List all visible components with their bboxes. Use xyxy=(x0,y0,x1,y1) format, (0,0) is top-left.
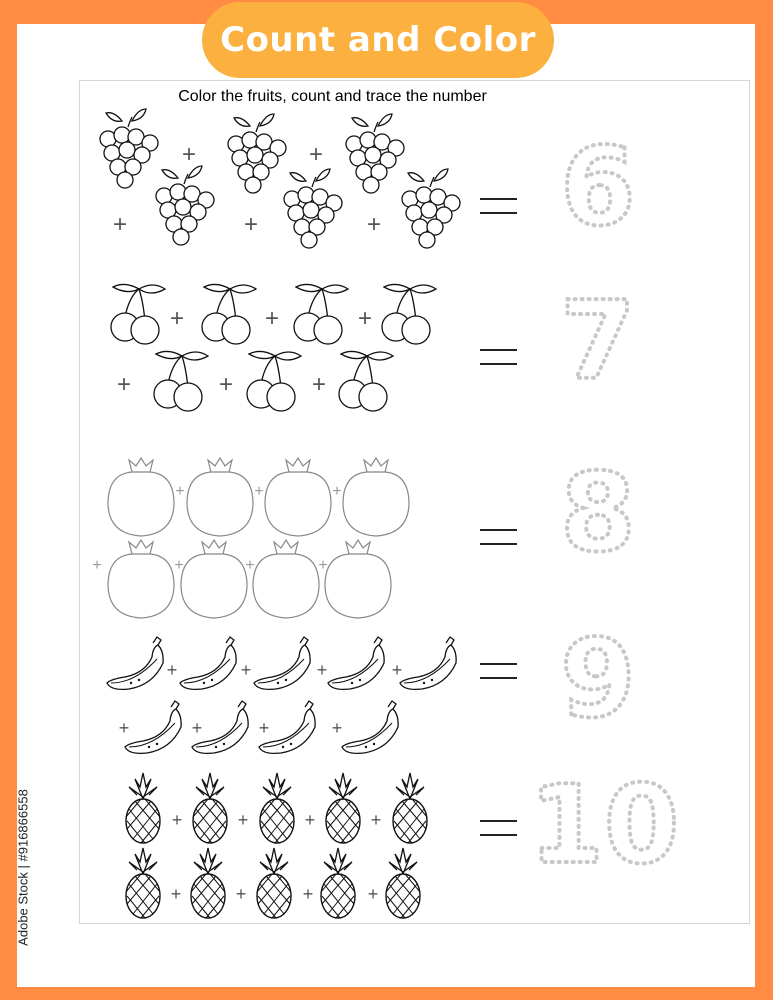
pomegranate-icon xyxy=(265,458,331,536)
pomegranate-icon xyxy=(187,458,253,536)
pineapple-icon xyxy=(126,848,160,918)
plus-sign: + xyxy=(169,305,185,332)
row-bananas xyxy=(107,637,456,753)
pineapple-icon xyxy=(386,848,420,918)
equals-sign xyxy=(480,199,517,213)
plus-sign: + xyxy=(331,718,343,738)
row-pomegranates xyxy=(108,458,409,618)
plus-sign: + xyxy=(370,810,382,830)
grapes-icon xyxy=(100,109,158,188)
plus-sign: + xyxy=(235,884,247,904)
trace-number: 9 xyxy=(560,617,636,742)
cherry-icon xyxy=(154,351,208,411)
banana-icon xyxy=(125,701,181,753)
plus-sign: + xyxy=(367,884,379,904)
pomegranate-icon xyxy=(325,540,391,618)
cherry-icon xyxy=(111,284,165,344)
equals-sign xyxy=(480,350,517,364)
trace-number: 10 xyxy=(528,763,680,888)
pineapple-icon xyxy=(193,773,227,843)
pineapple-icon xyxy=(257,848,291,918)
pineapple-icon xyxy=(393,773,427,843)
plus-sign: + xyxy=(366,211,382,238)
plus-sign: + xyxy=(166,660,178,680)
equals-sign xyxy=(480,664,517,678)
grapes-icon xyxy=(402,169,460,248)
pineapple-icon xyxy=(321,848,355,918)
plus-sign: + xyxy=(237,810,249,830)
stock-credit xyxy=(8,760,32,990)
plus-sign: + xyxy=(116,371,132,398)
cherry-icon xyxy=(247,351,301,411)
stock-credit-text: Adobe Stock | #916866558 xyxy=(15,789,31,946)
plus-sign: + xyxy=(311,371,327,398)
plus-sign: + xyxy=(171,810,183,830)
plus-sign: + xyxy=(318,557,328,574)
page-title: Count and Color xyxy=(220,20,536,60)
pineapple-icon xyxy=(126,773,160,843)
row-grapes xyxy=(100,109,460,248)
banana-icon xyxy=(342,701,398,753)
row-cherries xyxy=(111,284,436,411)
grapes-icon xyxy=(346,114,404,193)
pineapple-icon xyxy=(326,773,360,843)
plus-sign: + xyxy=(118,718,130,738)
plus-sign: + xyxy=(181,141,197,168)
pomegranate-icon xyxy=(108,458,174,536)
banana-icon xyxy=(400,637,456,689)
pineapple-icon xyxy=(260,773,294,843)
cherry-icon xyxy=(294,284,348,344)
grapes-icon xyxy=(284,169,342,248)
plus-sign: + xyxy=(264,305,280,332)
grapes-icon xyxy=(156,166,214,245)
plus-sign: + xyxy=(254,483,264,500)
plus-sign: + xyxy=(332,483,342,500)
pomegranate-icon xyxy=(181,540,247,618)
trace-number: 6 xyxy=(560,125,636,250)
banana-icon xyxy=(254,637,310,689)
plus-sign: + xyxy=(191,718,203,738)
equals-sign xyxy=(480,821,517,835)
pomegranate-icon xyxy=(253,540,319,618)
banana-icon xyxy=(328,637,384,689)
plus-sign: + xyxy=(174,557,184,574)
instruction-text: Color the fruits, count and trace the number xyxy=(178,88,487,105)
trace-number: 8 xyxy=(560,451,636,576)
pomegranate-icon xyxy=(108,540,174,618)
plus-sign: + xyxy=(308,141,324,168)
plus-sign: + xyxy=(92,557,102,574)
plus-sign: + xyxy=(240,660,252,680)
plus-sign: + xyxy=(258,718,270,738)
equals-signs xyxy=(480,199,517,835)
plus-sign: + xyxy=(245,557,255,574)
plus-sign: + xyxy=(112,211,128,238)
pineapple-icon xyxy=(191,848,225,918)
banana-icon xyxy=(107,637,163,689)
plus-sign: + xyxy=(302,884,314,904)
plus-sign: + xyxy=(175,483,185,500)
equals-sign xyxy=(480,530,517,544)
plus-sign: + xyxy=(243,211,259,238)
plus-sign: + xyxy=(170,884,182,904)
grapes-icon xyxy=(228,114,286,193)
plus-sign: + xyxy=(304,810,316,830)
plus-sign: + xyxy=(357,305,373,332)
cherry-icon xyxy=(382,284,436,344)
plus-sign: + xyxy=(316,660,328,680)
cherry-icon xyxy=(202,284,256,344)
trace-number: 7 xyxy=(560,279,636,404)
banana-icon xyxy=(180,637,236,689)
trace-numbers xyxy=(529,125,679,888)
cherry-icon xyxy=(339,351,393,411)
plus-sign: + xyxy=(391,660,403,680)
pomegranate-icon xyxy=(343,458,409,536)
plus-sign: + xyxy=(218,371,234,398)
